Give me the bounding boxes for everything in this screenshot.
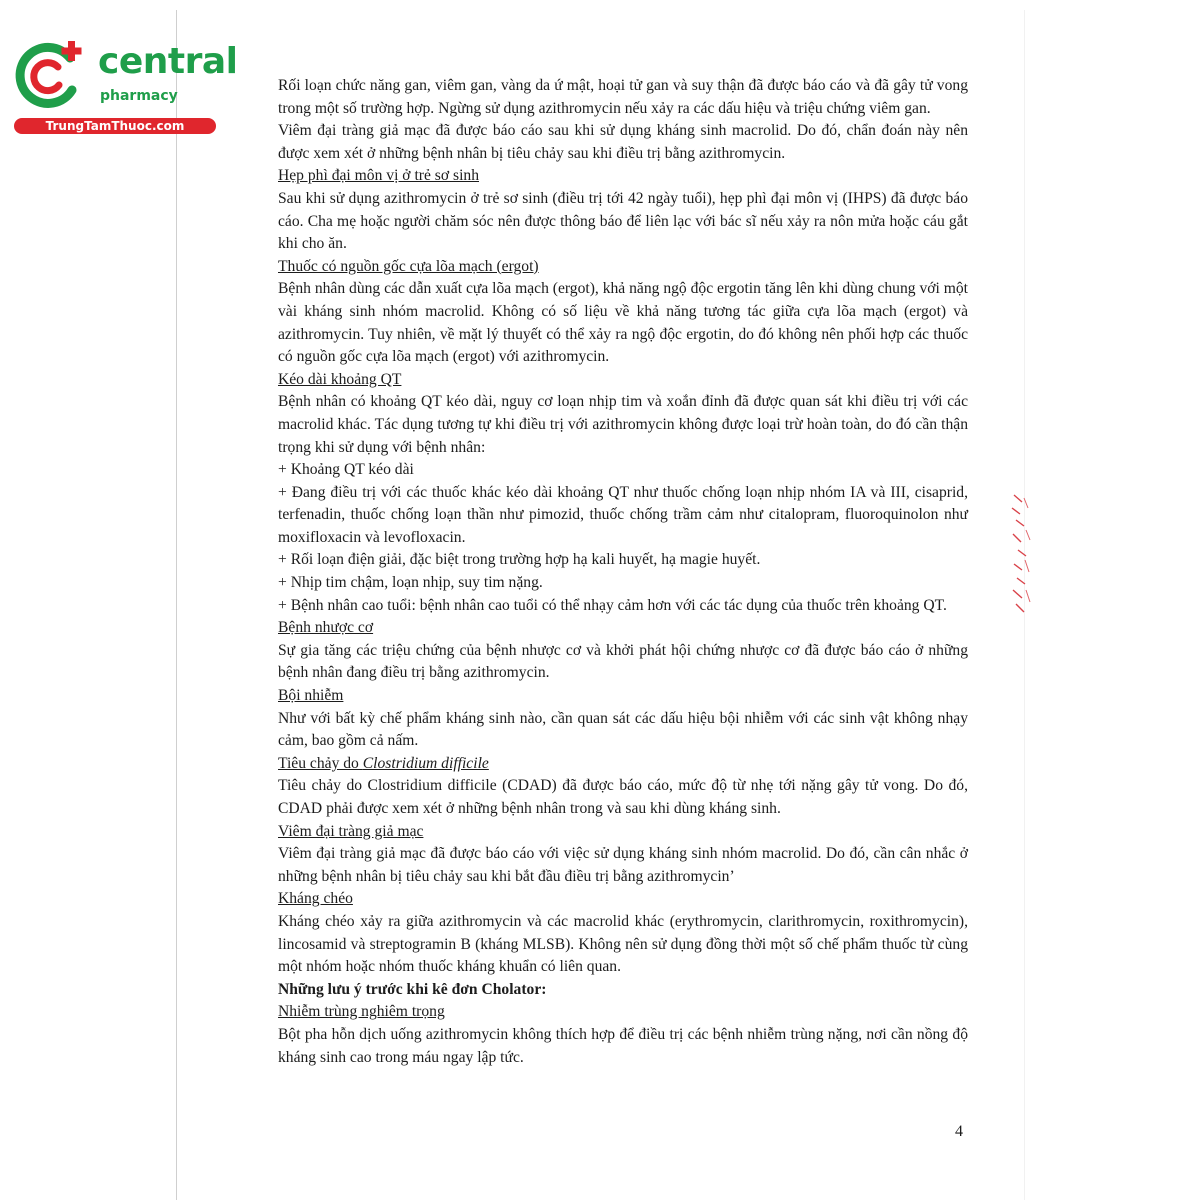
paragraph — [278, 278, 968, 368]
paragraph-text: + Nhịp tim chậm, loạn nhịp, suy tim nặng. — [278, 574, 543, 592]
paragraph-text: Viêm đại tràng giả mạc đã được báo cáo với việc sử dụng kháng sinh nhóm macrolid. Do đó, cần cân nhắc ở những bệnh nhân bị tiêu chảy sau khi bắt đầu điều trị bằng azithromycin’ — [278, 845, 968, 885]
paragraph-text: Kháng chéo xảy ra giữa azithromycin và các macrolid khác (erythromycin, clarithromycin, roxithromycin), lincosamid và streptogramin B (kháng MLSB). Không nên sử dụng đồng thời một số chế phẩm thuốc từ cùng một nhóm hoặc nhóm thuốc kháng khuẩn có liên quan. — [278, 912, 968, 976]
section-heading — [278, 821, 968, 844]
paragraph-text: Thuốc có nguồn gốc cựa lõa mạch (ergot) — [278, 257, 539, 275]
paragraph-text: Sự gia tăng các triệu chứng của bệnh nhược cơ và khởi phát hội chứng nhược cơ đã được báo cáo ở những bệnh nhân đang điều trị bằng azithromycin. — [278, 641, 968, 682]
paragraph — [278, 459, 968, 482]
paragraph-text: Bệnh nhân có khoảng QT kéo dài, nguy cơ loạn nhịp tim và xoắn đỉnh đã được quan sát khi điều trị với các macrolid khác. Tác dụng tương tự khi điều trị với azithromycin không được loại trừ hoàn toàn, do đó cần thận trọng khi sử dụng với bệnh nhân: — [278, 393, 968, 456]
section-heading — [278, 369, 968, 392]
paragraph — [278, 482, 968, 550]
paragraph-text: Tiêu chảy do Clostridium difficile (CDAD) đã được báo cáo, mức độ từ nhẹ tới nặng gây tử vong. Do đó, CDAD phải được xem xét ở những bệnh nhân trong và sau khi dùng kháng sinh. — [278, 777, 968, 817]
paragraph-text: Kéo dài khoảng QT — [278, 370, 402, 388]
paragraph — [278, 75, 968, 120]
brand-name: central — [98, 41, 238, 82]
paragraph-text: Rối loạn chức năng gan, viêm gan, vàng da ứ mật, hoại tử gan và suy thận đã được báo cáo và đã gây tử vong trong một số trường hợp. Ngừng sử dụng azithromycin nếu xảy ra các dấu hiệu và triệu chứng viêm gan. — [278, 77, 968, 117]
section-heading — [278, 685, 968, 708]
red-stamp-edge-icon — [1008, 490, 1034, 620]
section-heading — [278, 256, 968, 279]
section-heading — [278, 1001, 968, 1024]
paragraph — [278, 911, 968, 979]
paragraph — [278, 188, 968, 256]
document-body — [278, 75, 968, 1069]
paragraph — [278, 120, 968, 165]
paragraph-text: Bột pha hỗn dịch uống azithromycin không thích hợp để điều trị các bệnh nhiễm trùng nặng, nơi cần nồng độ kháng sinh cao trong máu ngay lập tức. — [278, 1025, 968, 1066]
paragraph-text: Viêm đại tràng giả mạc đã được báo cáo sau khi sử dụng kháng sinh macrolid. Do đó, chẩn đoán này nên được xem xét ở những bệnh nhân bị tiêu chảy sau khi điều trị bằng azithromycin. — [278, 122, 968, 162]
section-heading — [278, 888, 968, 911]
brand-subtitle: pharmacy — [100, 88, 178, 104]
paragraph-text: + Khoảng QT kéo dài — [278, 461, 414, 479]
section-heading — [278, 165, 968, 188]
paragraph-text: Hẹp phì đại môn vị ở trẻ sơ sinh — [278, 167, 479, 185]
paragraph-text: Tiêu chảy do — [278, 754, 363, 772]
paragraph-text: Sau khi sử dụng azithromycin ở trẻ sơ sinh (điều trị tới 42 ngày tuổi), hẹp phì đại môn vị (IHPS) đã được báo cáo. Cha mẹ hoặc người chăm sóc nên được thông báo để liên lạc với bác sĩ nếu xảy ra nôn mửa hoặc cáu gắt khi cho ăn. — [278, 189, 968, 253]
pharmacy-logo-icon — [10, 38, 90, 113]
paragraph — [278, 391, 968, 459]
paragraph-text: Như với bất kỳ chế phẩm kháng sinh nào, cần quan sát các dấu hiệu bội nhiễm với các sinh vật không nhạy cảm, bao gồm cả nấm. — [278, 709, 968, 750]
paragraph-text: Bệnh nhân dùng các dẫn xuất cựa lõa mạch (ergot), khả năng ngộ độc ergotin tăng lên khi dùng chung với một vài kháng sinh nhóm macrolid. Không có số liệu về khả năng tương tác giữa cựa lõa mạch (ergot) và azithromycin. Tuy nhiên, về mặt lý thuyết có thể xảy ra ngộ độc ergotin, do đó không nên phối hợp các thuốc có nguồn gốc cựa lõa mạch (ergot) với azithromycin. — [278, 280, 968, 366]
paragraph-text: Bệnh nhược cơ — [278, 619, 374, 637]
paragraph — [278, 708, 968, 753]
brand-url-badge: TrungTamThuoc.com — [14, 118, 216, 134]
paragraph — [278, 572, 968, 595]
paragraph — [278, 640, 968, 685]
paragraph — [278, 1024, 968, 1069]
paragraph-text: + Đang điều trị với các thuốc khác kéo dài khoảng QT như thuốc chống loạn nhịp nhóm IA và III, cisaprid, terfenadin, thuốc chống loạn thần như pimozid, thuốc chống trầm cảm như citalopram, fluoroquinolon như moxifloxacin và levofloxacin. — [278, 483, 968, 546]
scan-page-edge — [176, 10, 177, 1200]
bold-heading — [278, 979, 968, 1002]
paragraph — [278, 549, 968, 572]
paragraph-text: + Rối loạn điện giải, đặc biệt trong trường hợp hạ kali huyết, hạ magie huyết. — [278, 551, 761, 569]
paragraph-text: Bội nhiễm — [278, 687, 344, 705]
paragraph-text: + Bệnh nhân cao tuổi: bệnh nhân cao tuổi có thể nhạy cảm hơn với các tác dụng của thuốc trên khoảng QT. — [278, 596, 947, 614]
paragraph — [278, 843, 968, 888]
paragraph-text: Nhiễm trùng nghiêm trọng — [278, 1003, 445, 1021]
central-pharmacy-logo — [10, 38, 238, 138]
paragraph-text: Viêm đại tràng giả mạc — [278, 822, 424, 840]
page-number: 4 — [955, 1123, 963, 1140]
paragraph — [278, 595, 968, 618]
italic-term: Clostridium difficile — [362, 754, 489, 772]
paragraph-text: Những lưu ý trước khi kê đơn Cholator: — [278, 980, 547, 998]
paragraph-text: Kháng chéo — [278, 890, 353, 908]
section-heading — [278, 617, 968, 640]
section-heading — [278, 753, 968, 776]
paragraph — [278, 775, 968, 820]
